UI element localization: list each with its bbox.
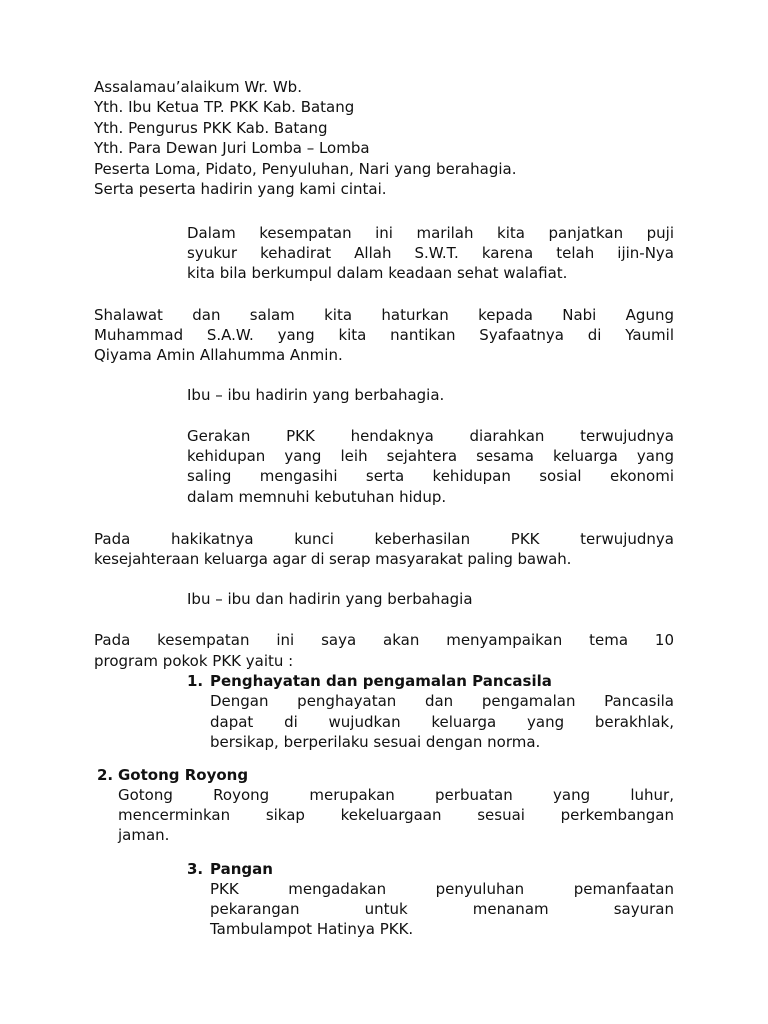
item-line: mencerminkan sikap kekeluargaan sesuai perkembangan bbox=[118, 806, 674, 824]
item-number: 2. bbox=[97, 766, 114, 784]
item-line: jaman. bbox=[118, 826, 170, 844]
item-line: Tambulampot Hatinya PKK. bbox=[210, 920, 414, 938]
paragraph-line: kesejahteraan keluarga agar di serap masyarakat paling bawah. bbox=[94, 550, 572, 568]
item-title: Penghayatan dan pengamalan Pancasila bbox=[210, 672, 552, 690]
item-number: 1. bbox=[187, 672, 204, 690]
paragraph-line: kehidupan yang leih sejahtera sesama keluarga yang bbox=[187, 447, 674, 465]
paragraph-line: Ibu – ibu dan hadirin yang berbahagia bbox=[187, 590, 473, 608]
paragraph-line: Pada hakikatnya kunci keberhasilan PKK terwujudnya bbox=[94, 530, 674, 548]
paragraph-line: Shalawat dan salam kita haturkan kepada Nabi Agung bbox=[94, 306, 674, 324]
paragraph-line: Pada kesempatan ini saya akan menyampaikan tema 10 bbox=[94, 631, 674, 649]
greeting-line: Yth. Ibu Ketua TP. PKK Kab. Batang bbox=[94, 98, 355, 116]
paragraph-line: Qiyama Amin Allahumma Anmin. bbox=[94, 346, 343, 364]
item-line: Gotong Royong merupakan perbuatan yang luhur, bbox=[118, 786, 674, 804]
greeting-line: Peserta Loma, Pidato, Penyuluhan, Nari yang berahagia. bbox=[94, 160, 517, 178]
item-line: bersikap, berperilaku sesuai dengan norma. bbox=[210, 733, 541, 751]
paragraph-line: Dalam kesempatan ini marilah kita panjatkan puji bbox=[187, 224, 674, 242]
item-number: 3. bbox=[187, 860, 204, 878]
paragraph-line: kita bila berkumpul dalam keadaan sehat walafiat. bbox=[187, 264, 568, 282]
paragraph-line: dalam memnuhi kebutuhan hidup. bbox=[187, 488, 447, 506]
paragraph-line: program pokok PKK yaitu : bbox=[94, 652, 294, 670]
item-title: Gotong Royong bbox=[118, 766, 249, 784]
item-line: PKK mengadakan penyuluhan pemanfaatan bbox=[210, 880, 674, 898]
greeting-line: Yth. Pengurus PKK Kab. Batang bbox=[94, 119, 328, 137]
greeting-line: Serta peserta hadirin yang kami cintai. bbox=[94, 180, 387, 198]
paragraph-line: Gerakan PKK hendaknya diarahkan terwujudnya bbox=[187, 427, 674, 445]
greeting-line: Yth. Para Dewan Juri Lomba – Lomba bbox=[94, 139, 370, 157]
item-title: Pangan bbox=[210, 860, 273, 878]
paragraph-line: saling mengasihi serta kehidupan sosial ekonomi bbox=[187, 467, 674, 485]
paragraph-line: Muhammad S.A.W. yang kita nantikan Syafaatnya di Yaumil bbox=[94, 326, 674, 344]
item-line: dapat di wujudkan keluarga yang berakhlak, bbox=[210, 713, 674, 731]
item-line: pekarangan untuk menanam sayuran bbox=[210, 900, 674, 918]
item-line: Dengan penghayatan dan pengamalan Pancasila bbox=[210, 692, 674, 710]
paragraph-line: syukur kehadirat Allah S.W.T. karena telah ijin-Nya bbox=[187, 244, 674, 262]
greeting-line: Assalamau’alaikum Wr. Wb. bbox=[94, 78, 302, 96]
paragraph-line: Ibu – ibu hadirin yang berbahagia. bbox=[187, 386, 445, 404]
